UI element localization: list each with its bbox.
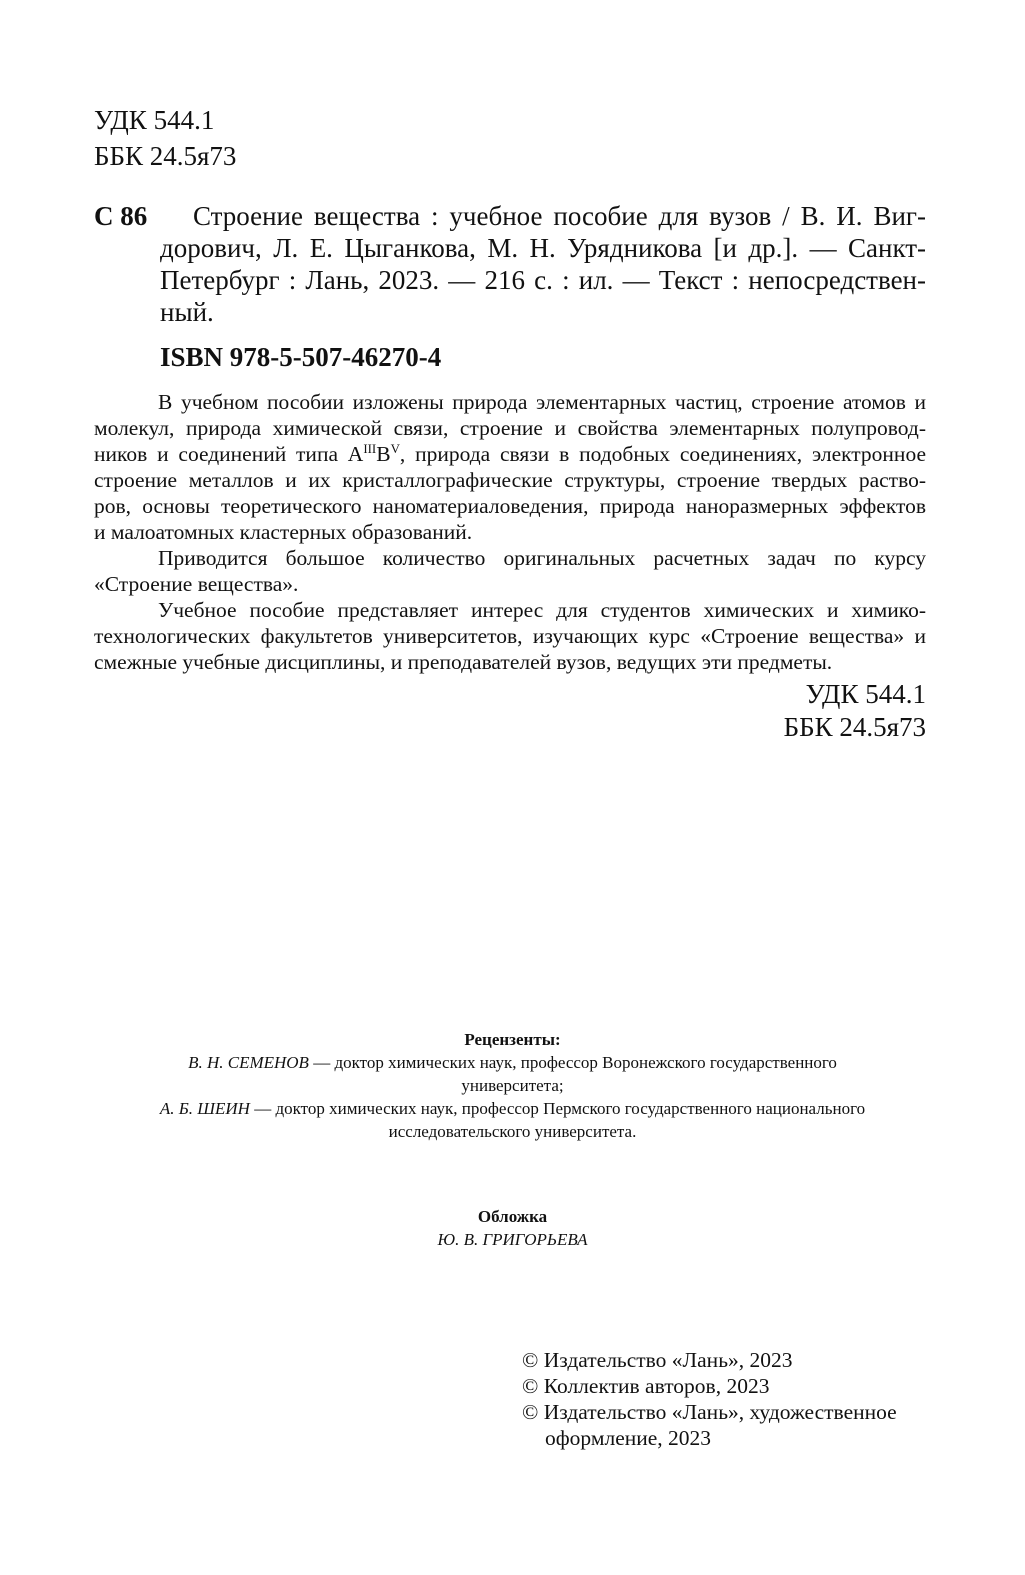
copyright-line-4: оформление, 2023 <box>545 1426 712 1450</box>
abstract-p3-line-3: смежные учебные дисциплины, и преподавателей вузов, ведущих эти предметы. <box>94 650 833 674</box>
cover-heading: Обложка <box>477 1207 548 1226</box>
entry-line-2: дорович, Л. Е. Цыганкова, М. Н. Урядникова [и др.]. — Санкт- <box>160 233 926 263</box>
copyright-line-3: © Издательство «Лань», художественное <box>522 1400 897 1424</box>
abstract-p3-line-2: технологических факультетов университетов, изучающих курс «Строение вещества» и <box>94 624 926 648</box>
abstract-p2-line-1: Приводится большое количество оригинальных расчетных задач по курсу <box>158 546 926 570</box>
abstract-p1-line-3: ников и соединений типа $A^{III}B^V$, природа связи в подобных соединениях, электронное <box>94 441 926 466</box>
abstract-p3-line-1: Учебное пособие представляет интерес для студентов химических и химико- <box>158 598 926 622</box>
reviewer-1-cont: университета; <box>461 1076 564 1095</box>
author-mark: С 86 <box>94 201 148 231</box>
abstract-p1-line-4: строение металлов и их кристаллографические структуры, строение твердых раство- <box>94 468 926 492</box>
udc-code: УДК 544.1 <box>94 105 215 135</box>
entry-line-3: Петербург : Лань, 2023. — 216 с. : ил. — Текст : непосредствен- <box>160 265 926 295</box>
abstract-bbk: ББК 24.5я73 <box>783 712 926 742</box>
reviewer-2-cont: исследовательского университета. <box>388 1122 637 1141</box>
abstract-p1-line-1: В учебном пособии изложены природа элементарных частиц, строение атомов и <box>158 390 926 414</box>
bbk-code: ББК 24.5я73 <box>94 141 237 171</box>
reviewer-1: В. Н. СЕМЕНОВ — доктор химических наук, профессор Воронежского государственного <box>188 1053 837 1072</box>
reviewer-2-name: А. Б. ШЕИН <box>159 1099 250 1118</box>
reviewer-2: А. Б. ШЕИН — доктор химических наук, профессор Пермского государственного национального <box>159 1099 866 1118</box>
copyright-line-2: © Коллектив авторов, 2023 <box>522 1374 770 1398</box>
copyright-line-1: © Издательство «Лань», 2023 <box>522 1348 793 1372</box>
abstract-p1-line-2: молекул, природа химической связи, строение и свойства элементарных полупровод- <box>94 416 926 440</box>
reviewer-1-name: В. Н. СЕМЕНОВ <box>188 1053 309 1072</box>
entry-line-4: ный. <box>160 297 214 327</box>
abstract-udc: УДК 544.1 <box>805 679 926 709</box>
abstract-p1-line-5: ров, основы теоретического наноматериаловедения, природа наноразмерных эффектов <box>94 494 926 518</box>
cover-artist: Ю. В. ГРИГОРЬЕВА <box>437 1230 588 1249</box>
abstract-p2-line-2: «Строение вещества». <box>94 572 299 596</box>
reviewers-heading: Рецензенты: <box>464 1030 561 1049</box>
abstract-p1-line-6: и малоатомных кластерных образований. <box>94 520 473 544</box>
isbn: ISBN 978-5-507-46270-4 <box>160 342 442 372</box>
entry-line-1: Строение вещества : учебное пособие для вузов / В. И. Виг- <box>193 201 926 231</box>
